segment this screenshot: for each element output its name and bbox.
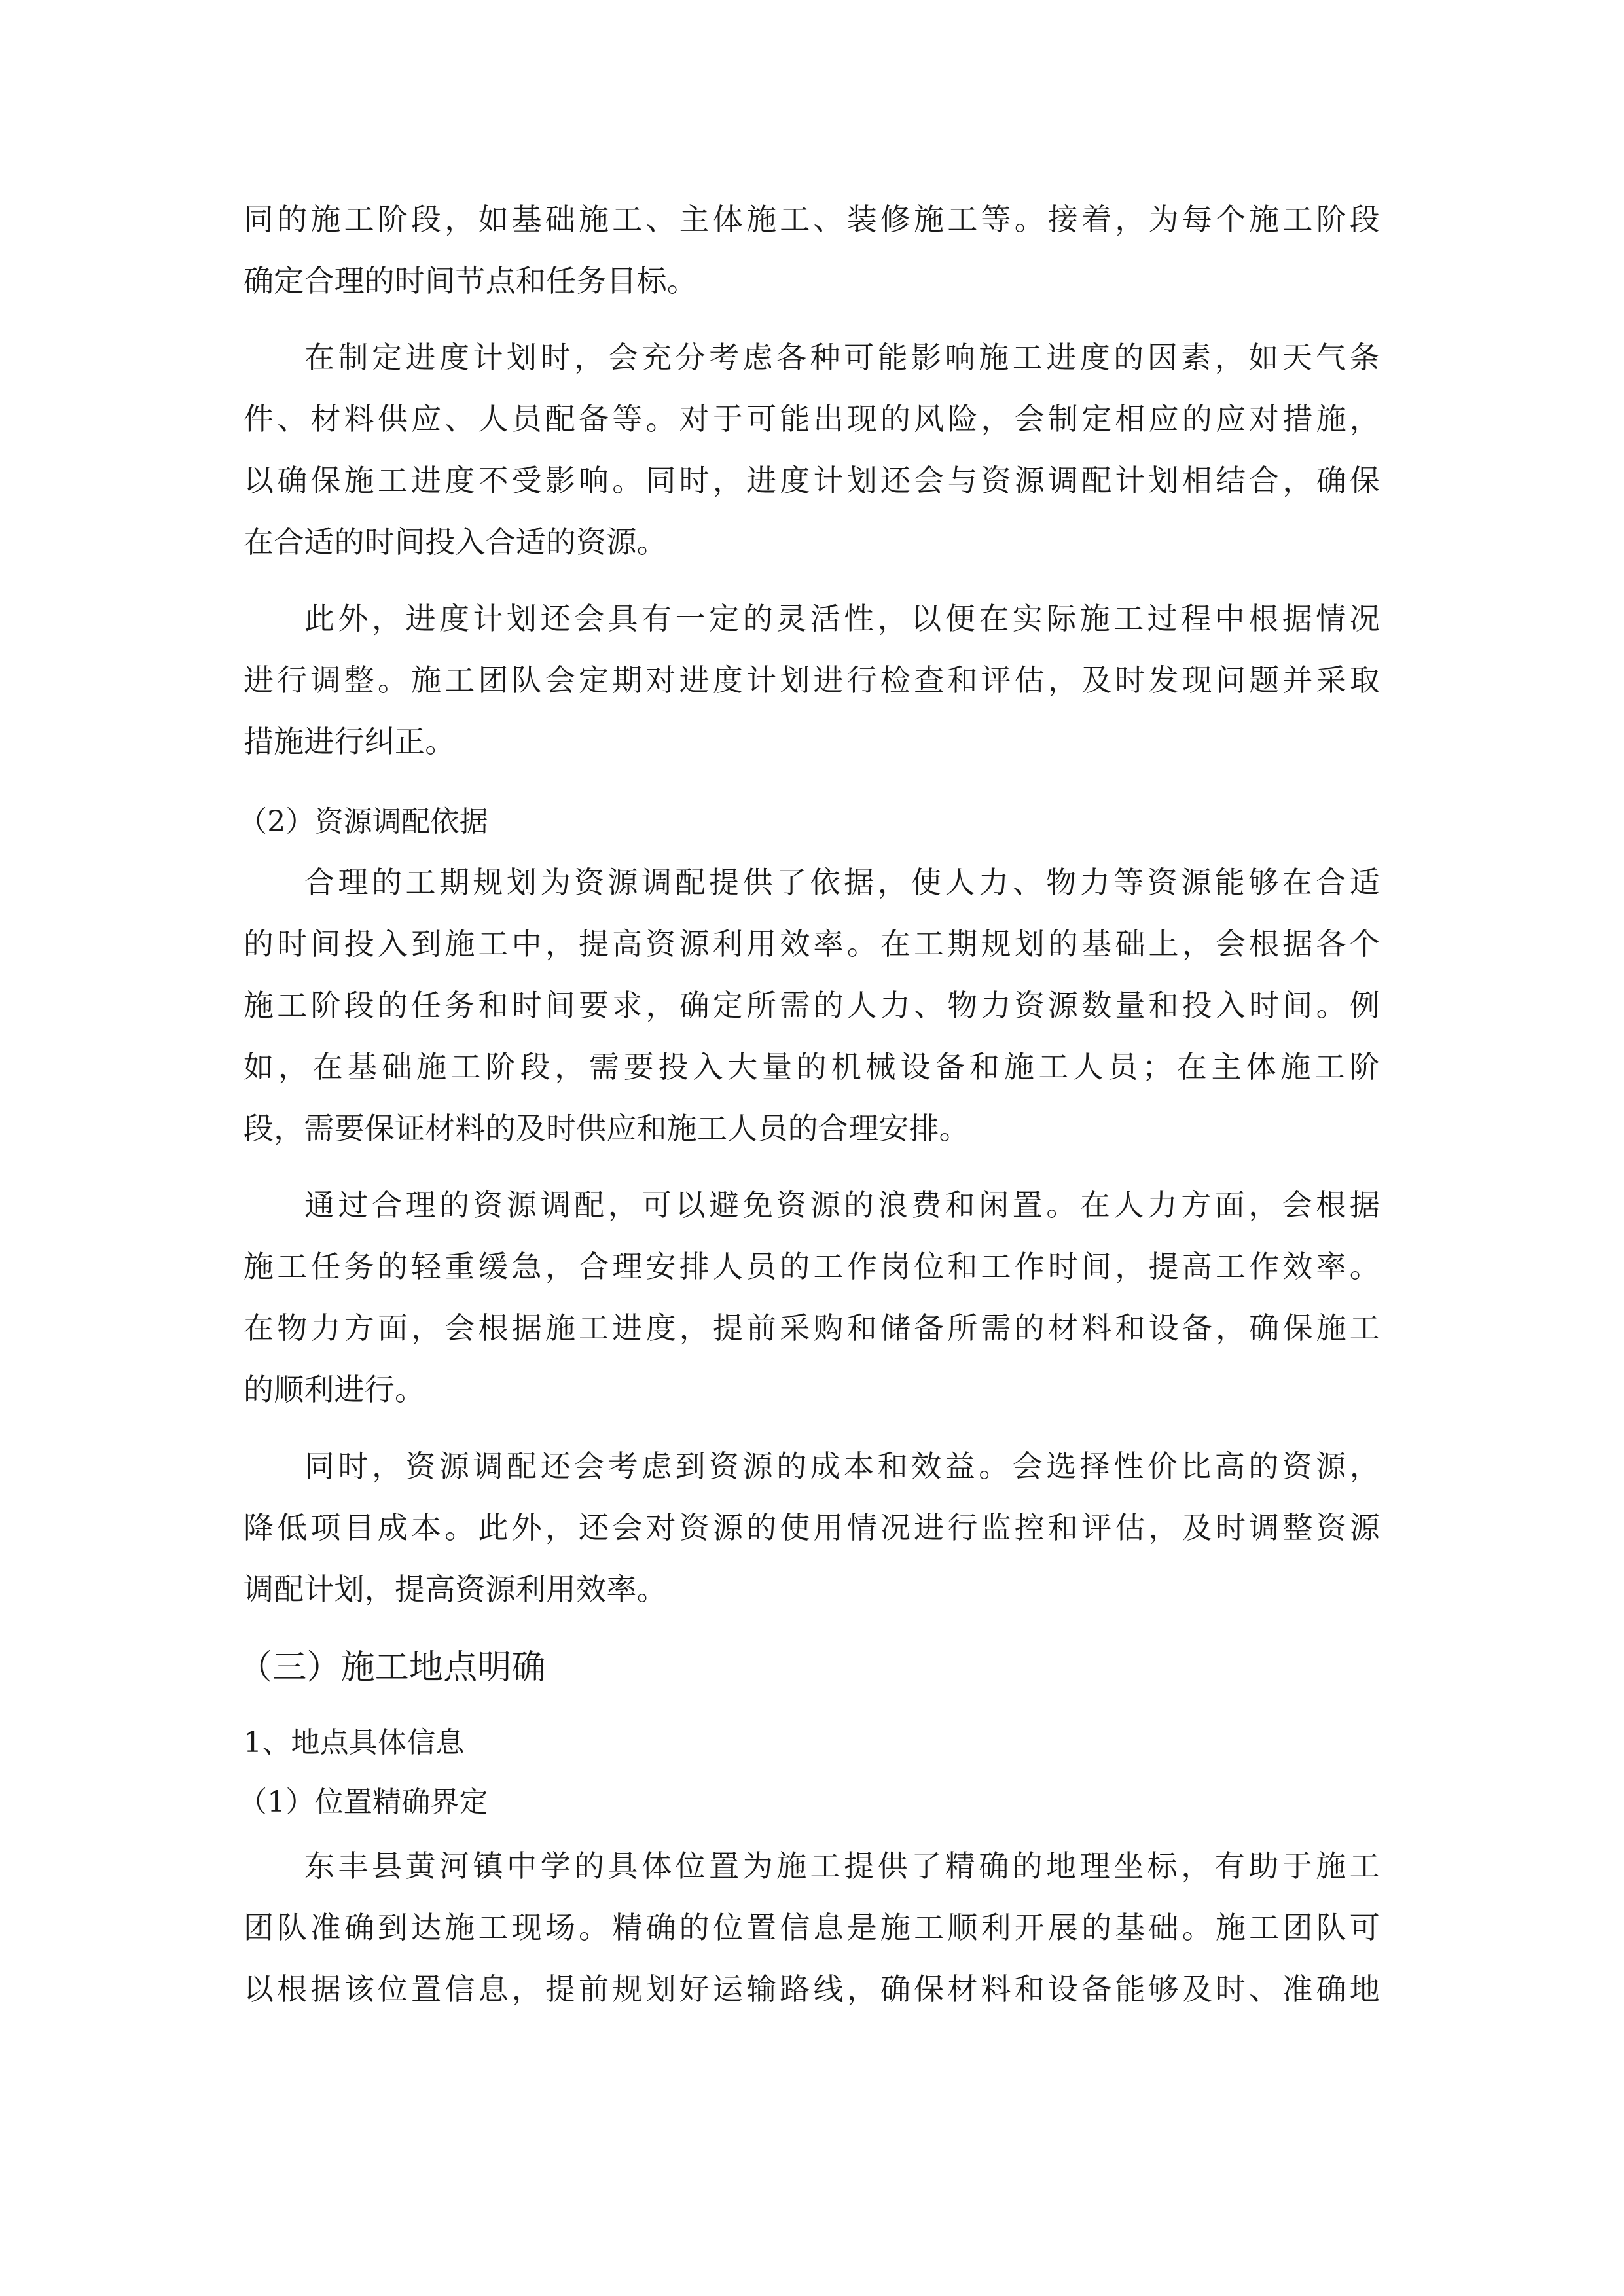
paragraph-line: 施工阶段的任务和时间要求，确定所需的人力、物力资源数量和投入时间。例 <box>244 988 1380 1023</box>
paragraph-line: 东丰县黄河镇中学的具体位置为施工提供了精确的地理坐标，有助于施工 <box>304 1848 1380 1884</box>
subsection-heading: （2）资源调配依据 <box>238 805 488 838</box>
paragraph-line: 在物力方面，会根据施工进度，提前采购和储备所需的材料和设备，确保施工 <box>244 1310 1380 1346</box>
subsection-heading: 1、地点具体信息 <box>244 1726 465 1759</box>
paragraph-line: 如，在基础施工阶段，需要投入大量的机械设备和施工人员；在主体施工阶 <box>244 1049 1380 1085</box>
paragraph-line: 段，需要保证材料的及时供应和施工人员的合理安排。 <box>244 1111 969 1146</box>
paragraph-line: 通过合理的资源调配，可以避免资源的浪费和闲置。在人力方面，会根据 <box>304 1187 1380 1223</box>
paragraph-line: 降低项目成本。此外，还会对资源的使用情况进行监控和评估，及时调整资源 <box>244 1510 1380 1545</box>
paragraph-line: 以确保施工进度不受影响。同时，进度计划还会与资源调配计划相结合，确保 <box>244 463 1380 498</box>
paragraph-line: 在合适的时间投入合适的资源。 <box>244 524 667 560</box>
paragraph-line: 以根据该位置信息，提前规划好运输路线，确保材料和设备能够及时、准确地 <box>244 1971 1380 2007</box>
paragraph-line: 合理的工期规划为资源调配提供了依据，使人力、物力等资源能够在合适 <box>304 865 1380 900</box>
paragraph-line: 的时间投入到施工中，提高资源利用效率。在工期规划的基础上，会根据各个 <box>244 926 1380 961</box>
section-heading: （三）施工地点明确 <box>238 1648 546 1687</box>
paragraph-line: 调配计划，提高资源利用效率。 <box>244 1571 667 1607</box>
paragraph-line: 施工任务的轻重缓急，合理安排人员的工作岗位和工作时间，提高工作效率。 <box>244 1249 1380 1284</box>
paragraph-line: 此外，进度计划还会具有一定的灵活性，以便在实际施工过程中根据情况 <box>304 601 1380 636</box>
paragraph-line: 同时，资源调配还会考虑到资源的成本和效益。会选择性价比高的资源， <box>304 1448 1380 1484</box>
paragraph-line: 确定合理的时间节点和任务目标。 <box>244 263 697 298</box>
paragraph-line: 进行调整。施工团队会定期对进度计划进行检查和评估，及时发现问题并采取 <box>244 662 1380 698</box>
paragraph-line: 同的施工阶段，如基础施工、主体施工、装修施工等。接着，为每个施工阶段 <box>244 202 1380 237</box>
paragraph-line: 件、材料供应、人员配备等。对于可能出现的风险，会制定相应的应对措施， <box>244 401 1380 437</box>
subsection-heading: （1）位置精确界定 <box>238 1785 488 1819</box>
paragraph-line: 的顺利进行。 <box>244 1372 425 1407</box>
paragraph-line: 团队准确到达施工现场。精确的位置信息是施工顺利开展的基础。施工团队可 <box>244 1910 1380 1945</box>
paragraph-line: 措施进行纠正。 <box>244 724 456 759</box>
paragraph-line: 在制定进度计划时，会充分考虑各种可能影响施工进度的因素，如天气条 <box>304 340 1380 375</box>
